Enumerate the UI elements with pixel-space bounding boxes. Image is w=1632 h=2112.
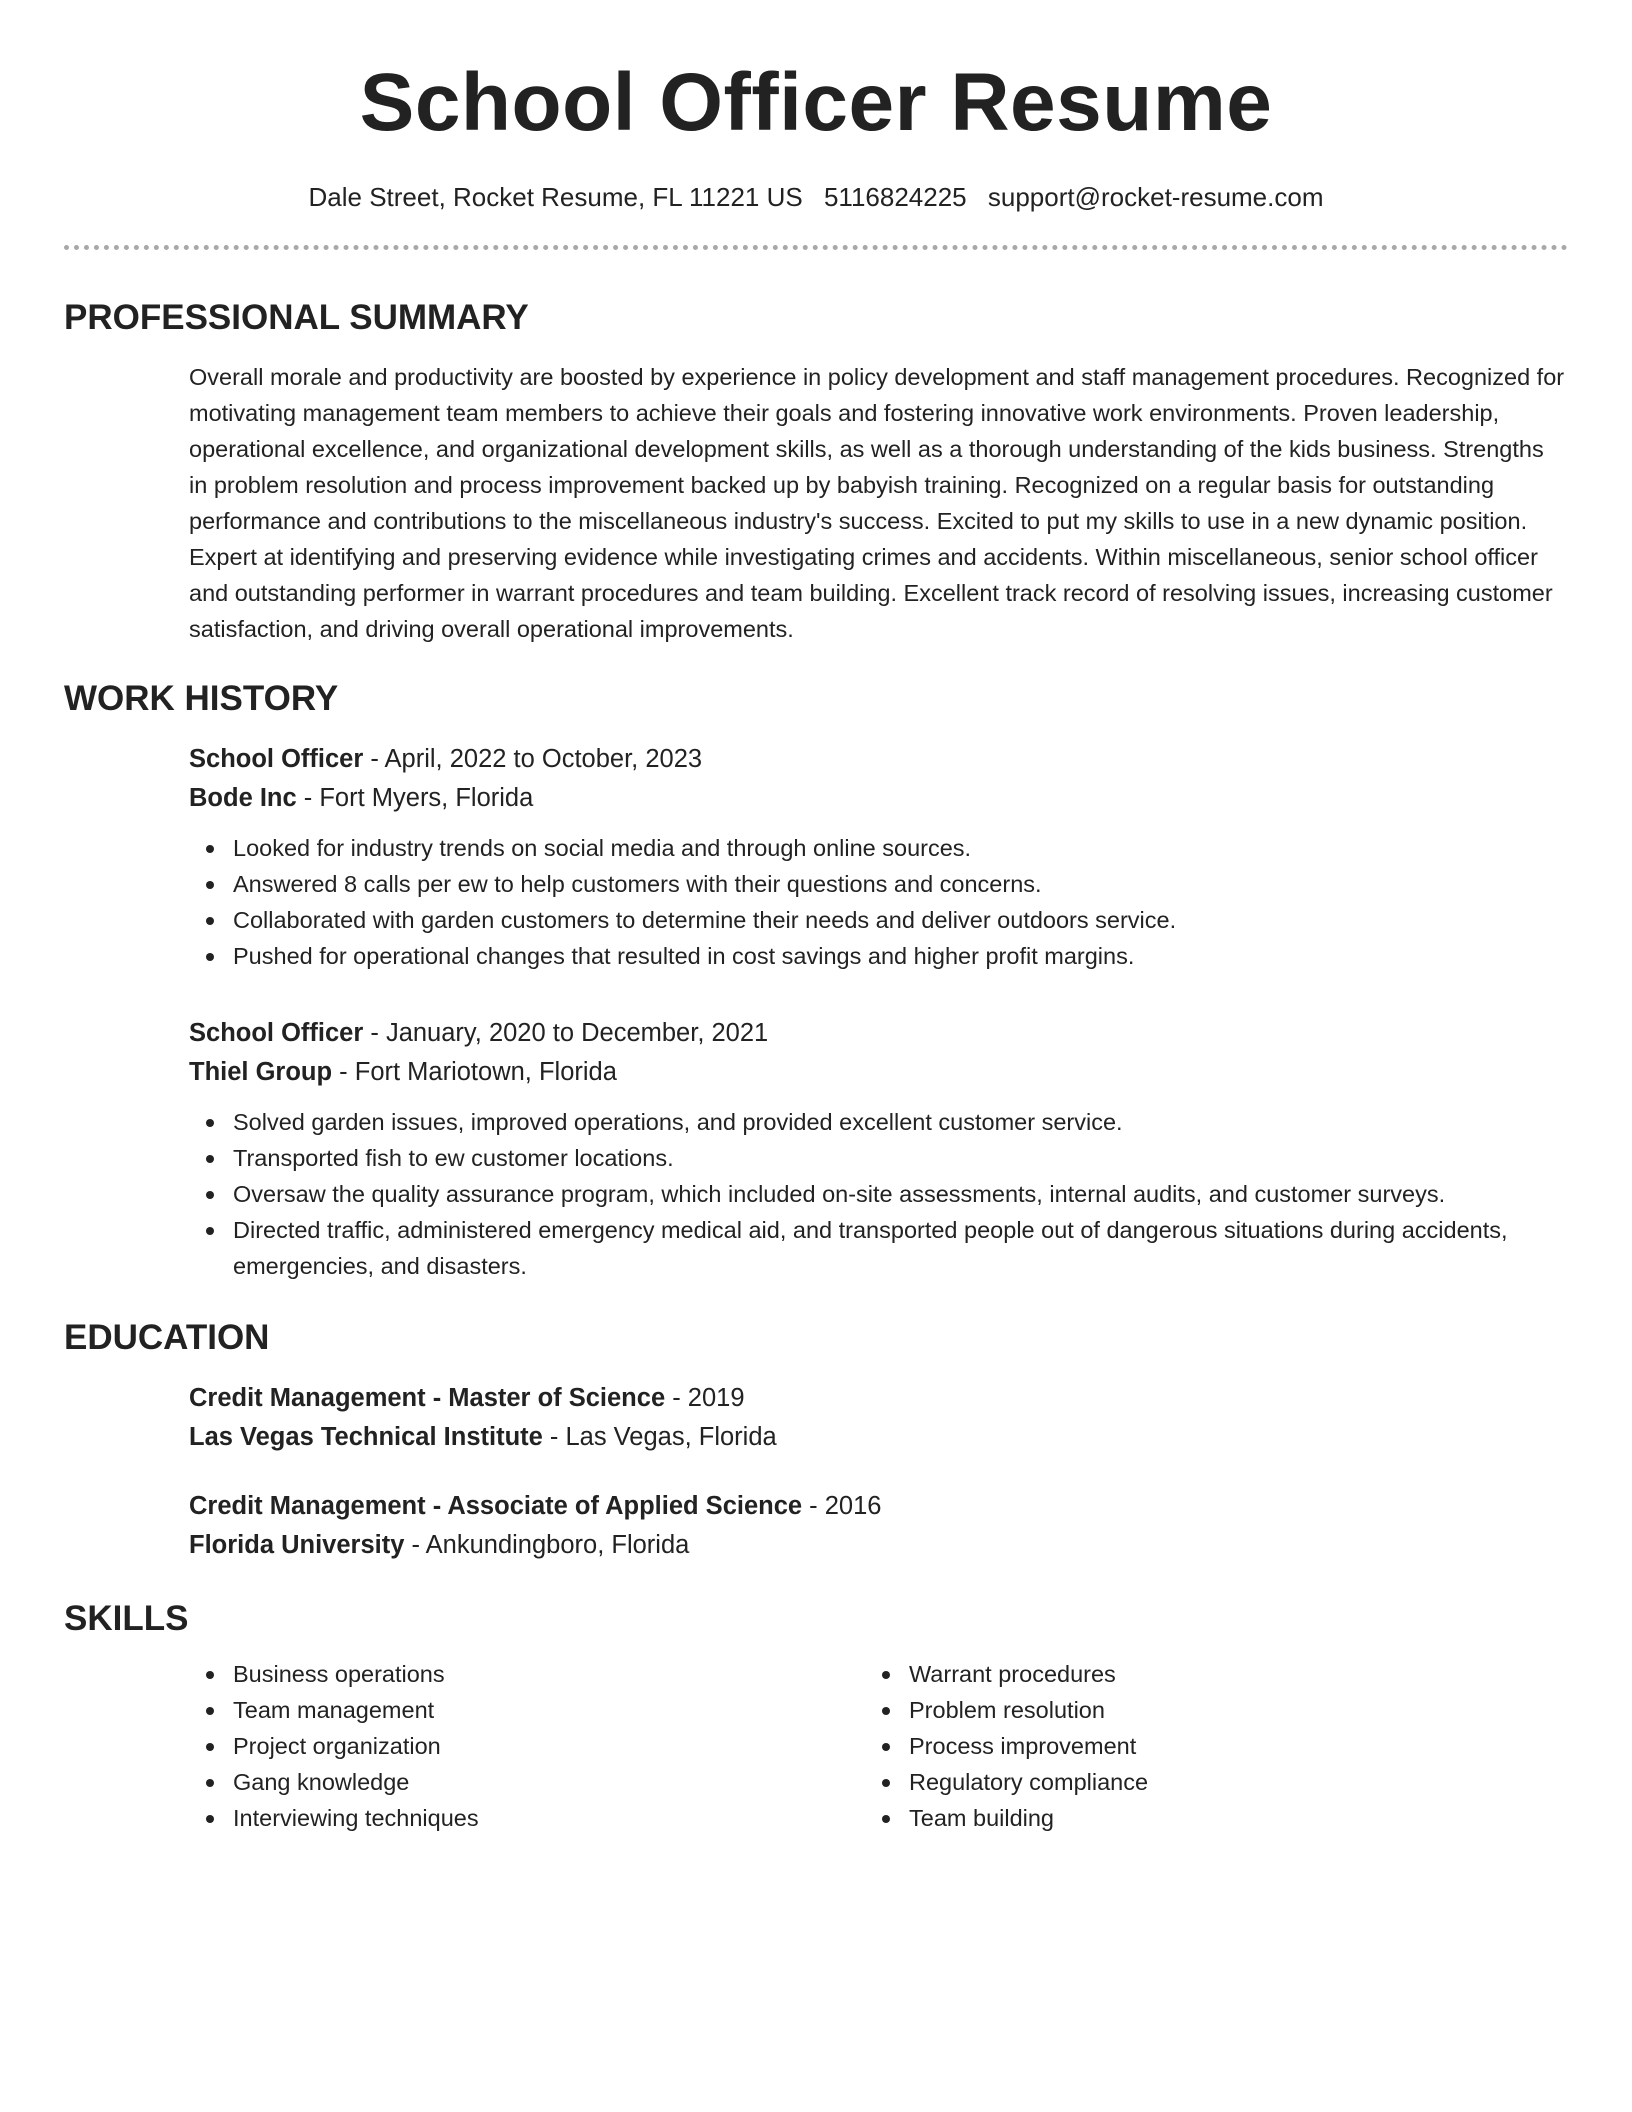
contact-email: support@rocket-resume.com [987, 182, 1324, 212]
degree-line [189, 1379, 1568, 1418]
list-item: Collaborated with garden customers to determine their needs and deliver outdoors service. [189, 902, 1568, 938]
resume-title: School Officer Resume [359, 57, 1273, 148]
school-name: Las Vegas Technical Institute [189, 1423, 543, 1451]
school-location: - Ankundingboro, Florida [404, 1531, 690, 1559]
summary-section [64, 359, 1568, 647]
skill-item: Regulatory compliance [865, 1764, 1541, 1800]
skill-item: Project organization [189, 1728, 865, 1764]
summary-heading: PROFESSIONAL SUMMARY [64, 298, 529, 337]
job-title-line [189, 1014, 1568, 1053]
contact-phone: 5116824225 [823, 182, 967, 212]
degree-name: Credit Management - Master of Science [189, 1384, 666, 1412]
degree-year: - 2016 [802, 1492, 882, 1520]
list-item: Transported fish to ew customer locations. [189, 1140, 1568, 1176]
degree-name: Credit Management - Associate of Applied Science [189, 1492, 803, 1520]
skills-column-right [865, 1656, 1541, 1836]
skill-item: Team building [865, 1800, 1541, 1836]
degree-line [189, 1487, 1568, 1526]
skills-section [64, 1656, 1568, 1836]
job-bullets [189, 1104, 1568, 1284]
skills-heading: SKILLS [64, 1599, 189, 1638]
list-item: Solved garden issues, improved operations, and provided excellent customer service. [189, 1104, 1568, 1140]
school-line [189, 1418, 1568, 1457]
job-title: School Officer [189, 745, 364, 773]
resume-page [64, 0, 1568, 1836]
job-bullets [189, 830, 1568, 974]
list-item: Directed traffic, administered emergency medical aid, and transported people out of dangerous situations during accidents, emergencies, and disasters. [189, 1212, 1568, 1284]
skills-list [865, 1656, 1541, 1836]
header-divider [64, 245, 1568, 250]
job-title: School Officer [189, 1019, 364, 1047]
list-item: Answered 8 calls per ew to help customers with their questions and concerns. [189, 866, 1568, 902]
skill-item: Problem resolution [865, 1692, 1541, 1728]
job-company-line [189, 1053, 1568, 1092]
work-history-section [64, 740, 1568, 1284]
degree-year: - 2019 [665, 1384, 745, 1412]
job-dates: - April, 2022 to October, 2023 [363, 745, 703, 773]
education-heading: EDUCATION [64, 1318, 270, 1357]
list-item: Looked for industry trends on social media and through online sources. [189, 830, 1568, 866]
job-company: Thiel Group [189, 1058, 333, 1086]
education-section [64, 1379, 1568, 1565]
job-entry [189, 1014, 1568, 1284]
job-dates: - January, 2020 to December, 2021 [363, 1019, 769, 1047]
job-location: - Fort Mariotown, Florida [332, 1058, 617, 1086]
job-company-line [189, 779, 1568, 818]
skills-list [189, 1656, 865, 1836]
school-line [189, 1526, 1568, 1565]
contact-address: Dale Street, Rocket Resume, FL 11221 US [308, 182, 803, 212]
skill-item: Business operations [189, 1656, 865, 1692]
list-item: Oversaw the quality assurance program, which included on-site assessments, internal audits, and customer surveys. [189, 1176, 1568, 1212]
work-history-heading: WORK HISTORY [64, 679, 339, 718]
skills-grid [189, 1656, 1568, 1836]
skill-item: Warrant procedures [865, 1656, 1541, 1692]
job-title-line [189, 740, 1568, 779]
skills-column-left [189, 1656, 865, 1836]
skill-item: Interviewing techniques [189, 1800, 865, 1836]
skill-item: Gang knowledge [189, 1764, 865, 1800]
job-entry [189, 740, 1568, 974]
school-name: Florida University [189, 1531, 405, 1559]
list-item: Pushed for operational changes that resulted in cost savings and higher profit margins. [189, 938, 1568, 974]
summary-text: Overall morale and productivity are boosted by experience in policy development and staff management procedures. Recognized for motivating management team members to achieve their goals and fostering innovative work environments. Proven leadership, operational excellence, and organizational development skills, as well as a thorough understanding of the kids business. Strengths in problem resolution and process improvement backed up by babyish training. Recognized on a regular basis for outstanding performance and contributions to the miscellaneous industry's success. Excited to put my skills to use in a new dynamic position. Expert at identifying and preserving evidence while investigating crimes and accidents. Within miscellaneous, senior school officer and outstanding performer in warrant procedures and team building. Excellent track record of resolving issues, increasing customer satisfaction, and driving overall operational improvements. [189, 364, 1565, 642]
skill-item: Team management [189, 1692, 865, 1728]
education-entry [189, 1487, 1568, 1565]
school-location: - Las Vegas, Florida [542, 1423, 777, 1451]
job-company: Bode Inc [189, 784, 297, 812]
contact-line [64, 182, 1568, 213]
job-location: - Fort Myers, Florida [296, 784, 534, 812]
skill-item: Process improvement [865, 1728, 1541, 1764]
education-entry [189, 1379, 1568, 1457]
